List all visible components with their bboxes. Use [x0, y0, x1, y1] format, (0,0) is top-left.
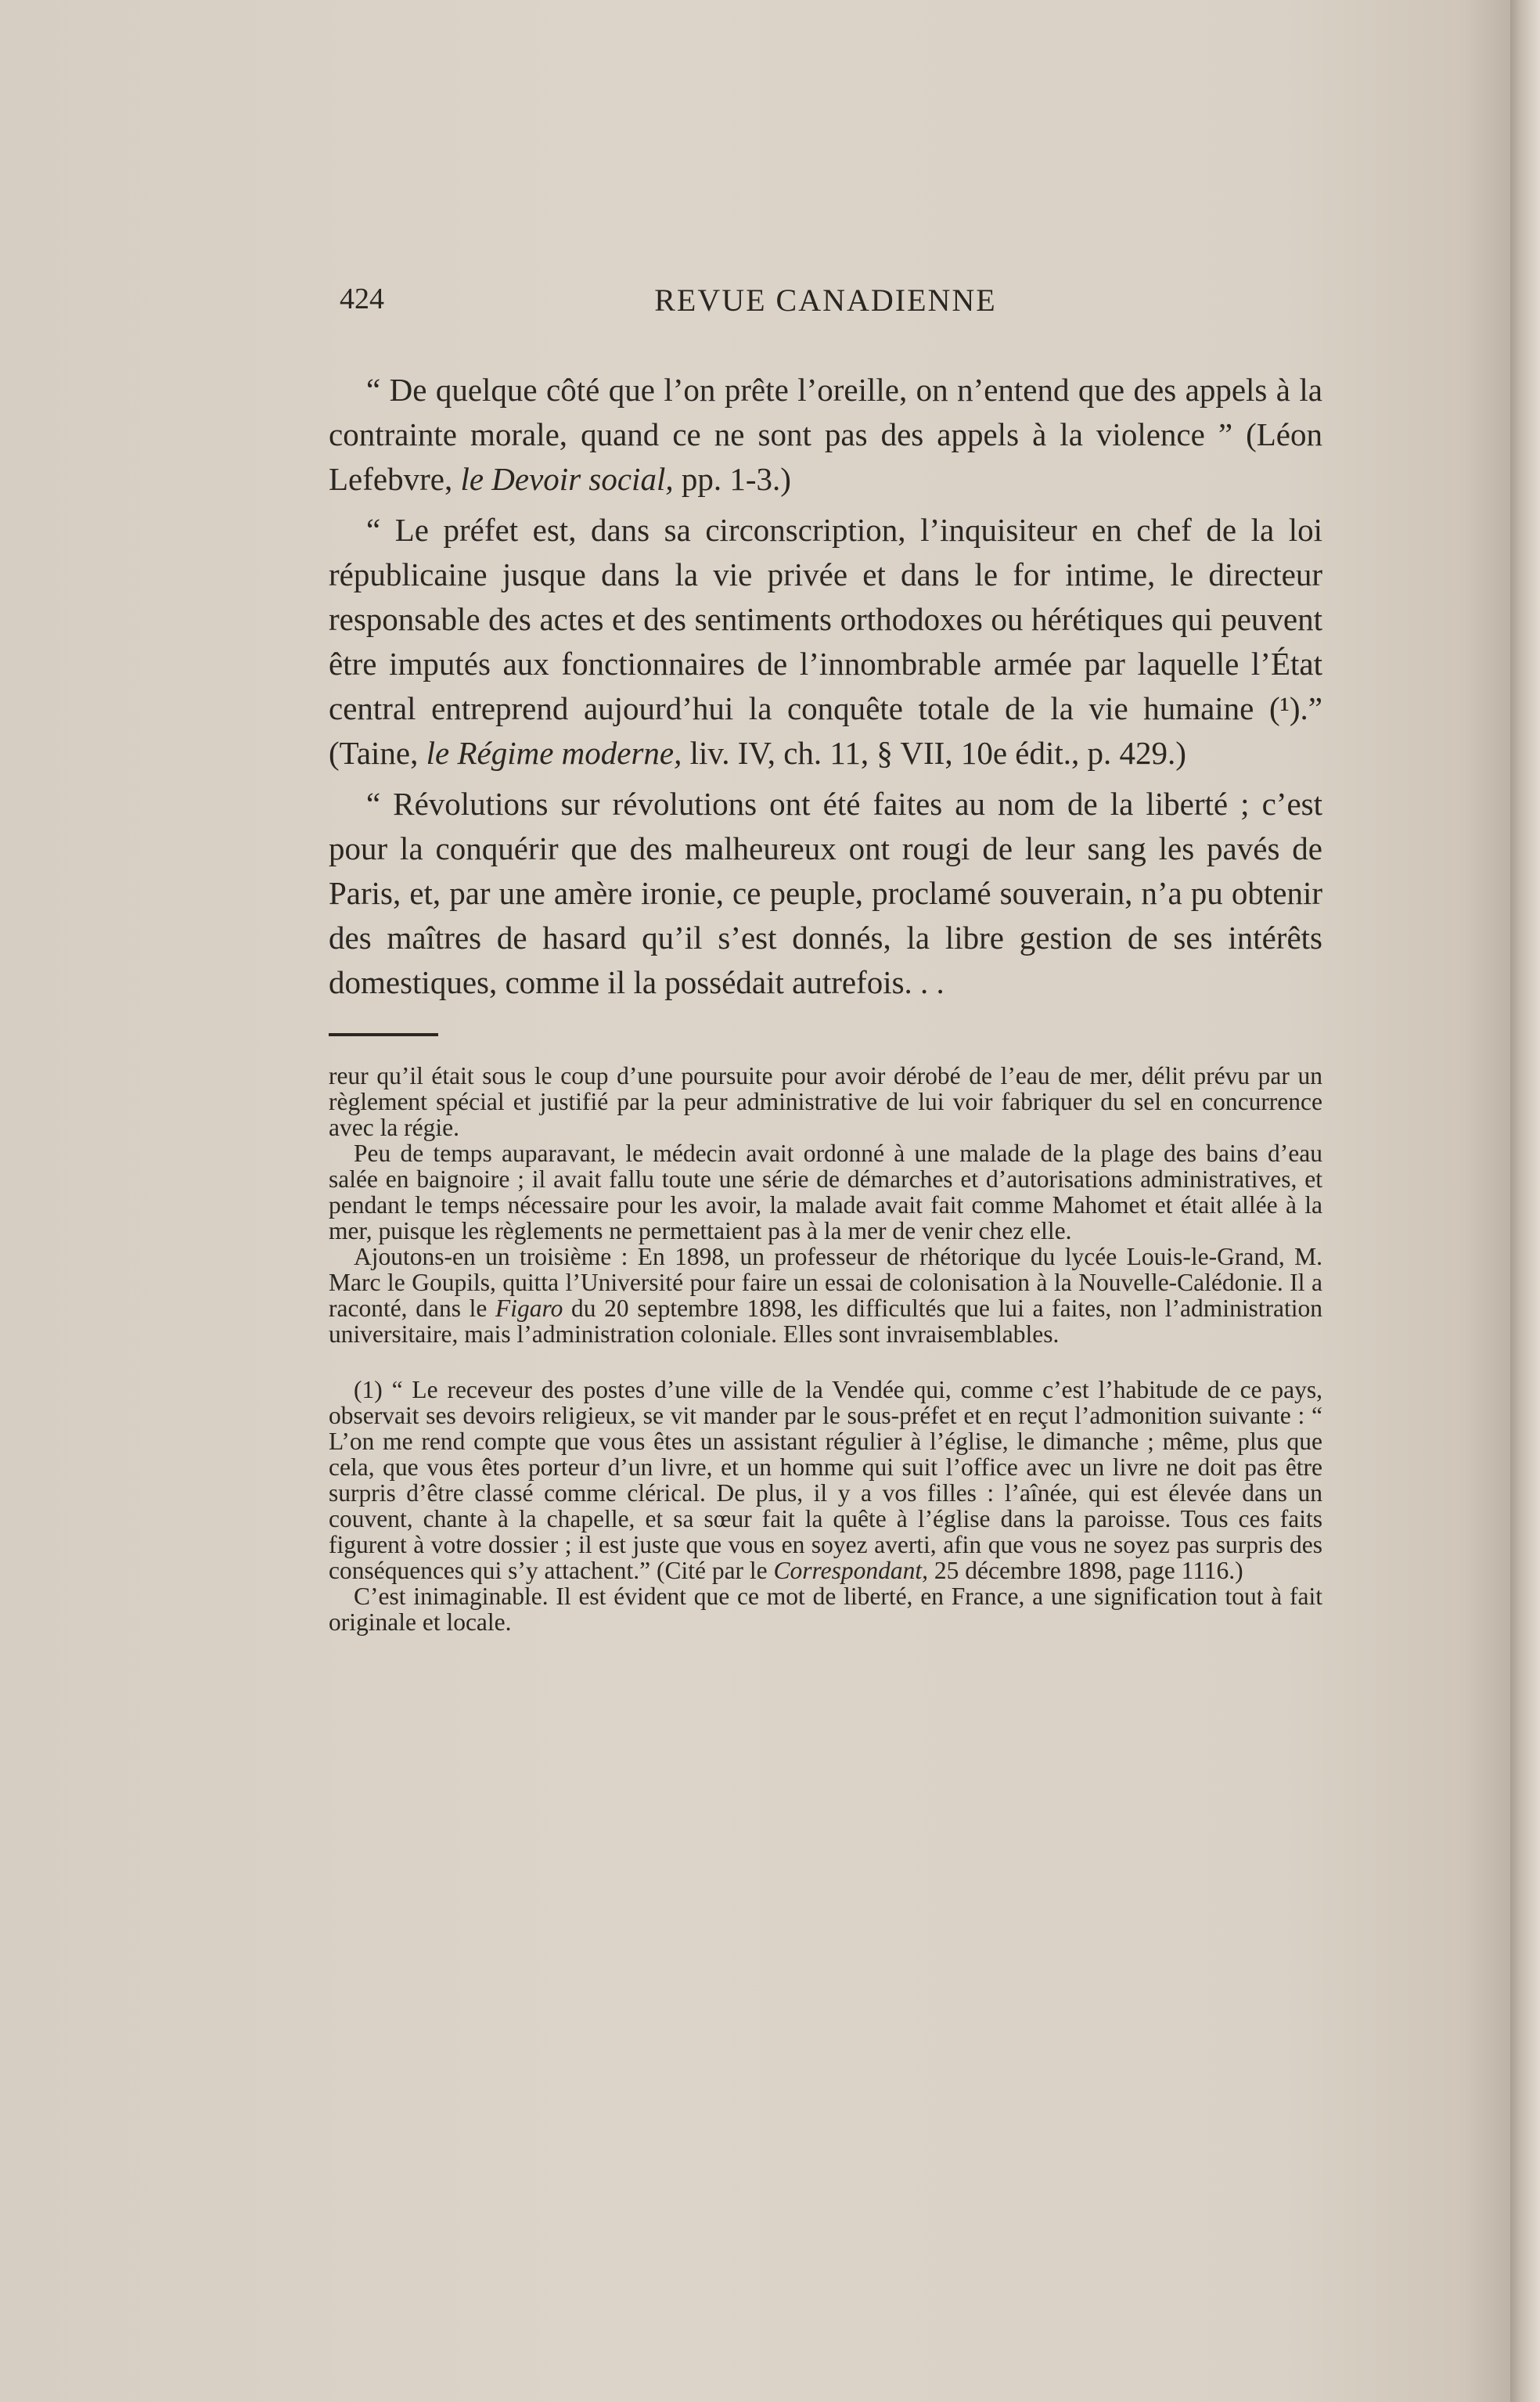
- paragraph-3: “ Révolutions sur révolutions ont été faites au nom de la liberté ; c’est pour la conquérir que des malheureux ont rougi de leur sang les pavés de Paris, et, par une amère ironie, ce peuple, proclamé souverain, n’a pu obtenir des maîtres de hasard qu’il s’est donnés, la libre gestion de ses intérêts domestiques, comme il la possédait autrefois. . .: [329, 786, 1322, 1000]
- paragraph-2-tail: liv. IV, ch. 11, § VII, 10e édit., p. 429.): [682, 735, 1186, 771]
- paragraph-1-tail: pp. 1-3.): [673, 461, 791, 497]
- footnotes: [329, 1063, 1322, 1635]
- footnote-1-italic: Correspondant,: [773, 1557, 929, 1584]
- page-content: [329, 282, 1322, 1635]
- paragraph-1-italic: le Devoir social,: [460, 461, 674, 497]
- body-text: [329, 368, 1322, 1005]
- footnote-paragraph-3: [329, 1244, 1322, 1347]
- footnote-3-italic: Figaro: [495, 1295, 563, 1322]
- footnote-1: [329, 1377, 1322, 1583]
- paragraph-2-text: “ Le préfet est, dans sa circonscription, l’inquisiteur en chef de la loi républicaine jusque dans la vie privée et dans le for intime, le directeur responsable des actes et des sentiments orthodoxes ou hérétiques qui peuvent être imputés aux fonctionnaires de l’innombrable armée par laquelle l’État central entreprend aujourd’hui la conquête totale de la vie humaine (¹).” (Taine,: [329, 512, 1322, 771]
- footnote-1-text: (1) “ Le receveur des postes d’une ville de la Vendée qui, comme c’est l’habitude de ce pays, observait ses devoirs religieux, se vit mander par le sous-préfet et en reçut l’admonition suivante : “ L’on me rend compte que vous êtes un assistant régulier à l’église, le dimanche ; même, plus que cela, que vous êtes porteur d’un livre, et un homme qui suit l’office avec un livre ne doit pas être surpris d’être classé comme clérical. De plus, il y a vos filles : l’aînée, qui est élevée dans un couvent, chante à la chapelle, et sa sœur fait la quête à l’église dans la paroisse. Tous ces faits figurent à votre dossier ; il est juste que vous en soyez averti, afin que vous ne soyez pas surpris des conséquences qui s’y attachent.” (Cité par le: [329, 1376, 1322, 1584]
- footnote-gap: [329, 1347, 1322, 1377]
- paragraph-1-text: “ De quelque côté que l’on prête l’oreille, on n’entend que des appels à la contrainte morale, quand ce ne sont pas des appels à la violence ” (Léon Lefebvre,: [329, 372, 1322, 497]
- footnote-1-tail: 25 décembre 1898, page 1116.): [928, 1557, 1243, 1584]
- footnote-continuation: reur qu’il était sous le coup d’une poursuite pour avoir dérobé de l’eau de mer, délit prévu par un règlement spécial et justifié par la peur administrative de lui voir fabriquer du sel en concurrence avec la régie.: [329, 1062, 1322, 1141]
- paragraph-2-italic: le Régime moderne,: [426, 735, 682, 771]
- footnote-1-continuation: C’est inimaginable. Il est évident que ce mot de liberté, en France, a une signification tout à fait originale et locale.: [329, 1583, 1322, 1636]
- page-number: 424: [340, 283, 384, 315]
- paragraph-2: [329, 508, 1322, 776]
- footnote-paragraph-2: Peu de temps auparavant, le médecin avait ordonné à une malade de la plage des bains d’eau salée en baignoire ; il avait fallu toute une série de démarches et d’autorisations administratives, et pendant le temps nécessaire pour les avoir, la malade avait fait comme Mahomet et était allée à la mer, puisque les règlements ne permettaient pas à la mer de venir chez elle.: [329, 1140, 1322, 1244]
- paragraph-1: [329, 368, 1322, 502]
- footnote-rule: [329, 1033, 438, 1036]
- running-title: REVUE CANADIENNE: [654, 283, 997, 318]
- page-header: [329, 282, 1322, 329]
- book-spine: [1510, 0, 1540, 2402]
- footnote-3-tail: du 20 septembre 1898, les difficultés que lui a faites, non l’administration universitaire, mais l’administration coloniale. Elles sont invraisemblables.: [329, 1295, 1322, 1348]
- footnote-3-text: Ajoutons-en un troisième : En 1898, un professeur de rhétorique du lycée Louis-le-Grand, M. Marc le Goupils, quitta l’Université pour faire un essai de colonisation à la Nouvelle-Calédonie. Il a raconté, dans le: [329, 1243, 1322, 1322]
